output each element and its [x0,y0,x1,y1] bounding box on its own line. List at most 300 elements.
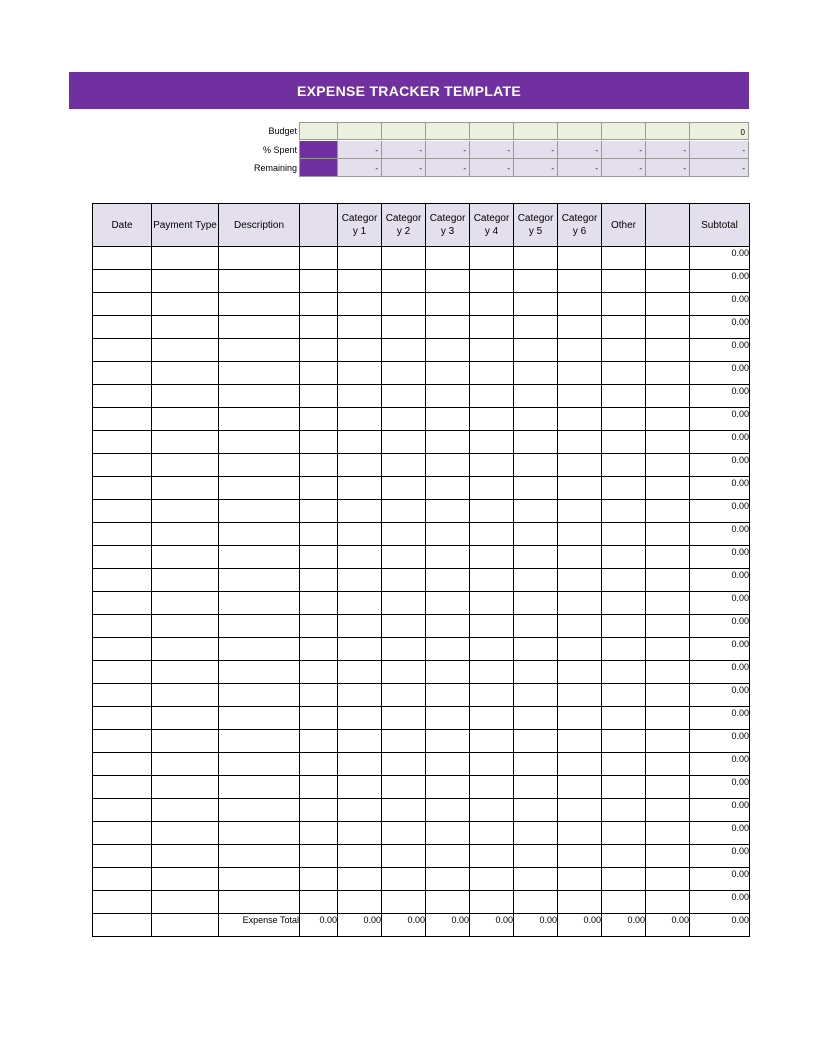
entry-cell[interactable] [152,454,219,477]
entry-cell[interactable] [219,845,300,868]
entry-cell[interactable] [300,385,338,408]
summary-cell-budget[interactable] [470,122,514,140]
entry-cell[interactable] [514,799,558,822]
entry-cell[interactable] [152,293,219,316]
entry-cell[interactable] [382,684,426,707]
entry-cell[interactable] [514,316,558,339]
entry-cell[interactable] [426,707,470,730]
summary-cell-budget[interactable] [299,122,338,140]
entry-cell[interactable] [300,592,338,615]
entry-cell[interactable] [646,339,690,362]
entry-cell[interactable] [338,362,382,385]
entry-cell[interactable] [470,615,514,638]
entry-cell[interactable] [219,753,300,776]
entry-cell[interactable] [93,891,152,914]
entry-cell[interactable] [219,546,300,569]
entry-cell[interactable] [646,753,690,776]
entry-cell[interactable] [558,753,602,776]
entry-cell[interactable] [382,592,426,615]
entry-cell[interactable] [646,684,690,707]
entry-cell[interactable] [338,431,382,454]
entry-cell[interactable] [338,270,382,293]
entry-cell[interactable] [514,638,558,661]
entry-cell[interactable] [514,270,558,293]
entry-cell[interactable] [219,247,300,270]
entry-cell[interactable] [602,776,646,799]
entry-cell[interactable] [152,408,219,431]
entry-cell[interactable] [514,592,558,615]
entry-cell[interactable] [602,385,646,408]
entry-cell[interactable] [602,799,646,822]
entry-cell[interactable] [382,362,426,385]
entry-cell[interactable] [382,270,426,293]
entry-cell[interactable] [558,707,602,730]
summary-cell-budget[interactable] [558,122,602,140]
entry-cell[interactable] [338,707,382,730]
entry-cell[interactable] [219,592,300,615]
entry-cell[interactable] [514,339,558,362]
entry-cell[interactable] [470,362,514,385]
entry-cell[interactable] [602,730,646,753]
entry-cell[interactable] [602,247,646,270]
entry-cell[interactable] [338,500,382,523]
summary-cell-budget[interactable] [338,122,382,140]
entry-cell[interactable] [219,891,300,914]
entry-cell[interactable] [470,592,514,615]
entry-cell[interactable] [514,730,558,753]
entry-cell[interactable] [470,753,514,776]
summary-cell-remaining[interactable]: - [602,159,646,177]
entry-cell[interactable] [152,523,219,546]
entry-cell[interactable] [382,891,426,914]
entry-cell[interactable] [338,339,382,362]
entry-cell[interactable] [470,822,514,845]
entry-cell[interactable] [152,546,219,569]
entry-cell[interactable] [338,454,382,477]
summary-cell-spent[interactable] [299,141,338,159]
entry-cell[interactable] [514,454,558,477]
entry-cell[interactable] [93,569,152,592]
entry-cell[interactable] [152,707,219,730]
entry-cell[interactable] [382,868,426,891]
entry-cell[interactable] [93,477,152,500]
entry-cell[interactable] [93,868,152,891]
entry-cell[interactable] [300,707,338,730]
entry-cell[interactable] [426,454,470,477]
entry-cell[interactable] [602,454,646,477]
entry-cell[interactable] [470,569,514,592]
entry-cell[interactable] [219,316,300,339]
entry-cell[interactable] [558,799,602,822]
entry-cell[interactable] [93,293,152,316]
entry-cell[interactable] [300,845,338,868]
entry-cell[interactable] [426,891,470,914]
entry-cell[interactable] [338,247,382,270]
entry-cell[interactable] [646,707,690,730]
entry-cell[interactable] [646,891,690,914]
entry-cell[interactable] [93,799,152,822]
entry-cell[interactable] [558,247,602,270]
entry-cell[interactable] [646,730,690,753]
entry-cell[interactable] [219,707,300,730]
entry-cell[interactable] [300,408,338,431]
entry-cell[interactable] [558,546,602,569]
summary-cell-remaining[interactable]: - [426,159,470,177]
summary-cell-spent[interactable]: - [338,141,382,159]
entry-cell[interactable] [300,500,338,523]
entry-cell[interactable] [152,385,219,408]
entry-cell[interactable] [514,385,558,408]
entry-cell[interactable] [426,477,470,500]
entry-cell[interactable] [646,845,690,868]
entry-cell[interactable] [426,868,470,891]
entry-cell[interactable] [382,638,426,661]
entry-cell[interactable] [646,776,690,799]
entry-cell[interactable] [426,293,470,316]
entry-cell[interactable] [219,776,300,799]
entry-cell[interactable] [93,431,152,454]
entry-cell[interactable] [514,247,558,270]
entry-cell[interactable] [646,408,690,431]
entry-cell[interactable] [382,431,426,454]
entry-cell[interactable] [646,362,690,385]
entry-cell[interactable] [93,707,152,730]
entry-cell[interactable] [426,845,470,868]
entry-cell[interactable] [382,523,426,546]
entry-cell[interactable] [382,615,426,638]
entry-cell[interactable] [93,615,152,638]
entry-cell[interactable] [338,569,382,592]
summary-cell-remaining[interactable]: - [646,159,690,177]
entry-cell[interactable] [646,247,690,270]
entry-cell[interactable] [300,316,338,339]
entry-cell[interactable] [219,454,300,477]
entry-cell[interactable] [426,592,470,615]
entry-cell[interactable] [382,707,426,730]
entry-cell[interactable] [646,523,690,546]
entry-cell[interactable] [338,776,382,799]
entry-cell[interactable] [470,661,514,684]
summary-cell-budget[interactable] [602,122,646,140]
entry-cell[interactable] [470,500,514,523]
entry-cell[interactable] [558,684,602,707]
entry-cell[interactable] [338,822,382,845]
entry-cell[interactable] [93,730,152,753]
entry-cell[interactable] [558,339,602,362]
entry-cell[interactable] [514,615,558,638]
entry-cell[interactable] [219,362,300,385]
entry-cell[interactable] [93,247,152,270]
entry-cell[interactable] [152,845,219,868]
summary-cell-budget[interactable] [426,122,470,140]
entry-cell[interactable] [300,431,338,454]
entry-cell[interactable] [514,293,558,316]
entry-cell[interactable] [426,776,470,799]
entry-cell[interactable] [382,316,426,339]
entry-cell[interactable] [514,362,558,385]
entry-cell[interactable] [152,362,219,385]
entry-cell[interactable] [514,500,558,523]
entry-cell[interactable] [602,500,646,523]
summary-cell-spent[interactable]: - [646,141,690,159]
entry-cell[interactable] [426,362,470,385]
entry-cell[interactable] [470,638,514,661]
entry-cell[interactable] [558,615,602,638]
summary-cell-remaining[interactable]: - [382,159,426,177]
entry-cell[interactable] [426,408,470,431]
entry-cell[interactable] [426,316,470,339]
entry-cell[interactable] [338,523,382,546]
entry-cell[interactable] [300,799,338,822]
entry-cell[interactable] [93,270,152,293]
entry-cell[interactable] [93,661,152,684]
entry-cell[interactable] [152,868,219,891]
entry-cell[interactable] [219,868,300,891]
entry-cell[interactable] [219,270,300,293]
entry-cell[interactable] [602,753,646,776]
entry-cell[interactable] [470,339,514,362]
entry-cell[interactable] [152,799,219,822]
entry-cell[interactable] [219,500,300,523]
entry-cell[interactable] [646,431,690,454]
entry-cell[interactable] [602,661,646,684]
entry-cell[interactable] [382,546,426,569]
entry-cell[interactable] [93,753,152,776]
entry-cell[interactable] [382,385,426,408]
entry-cell[interactable] [338,477,382,500]
entry-cell[interactable] [338,408,382,431]
entry-cell[interactable] [646,546,690,569]
entry-cell[interactable] [382,730,426,753]
entry-cell[interactable] [558,431,602,454]
entry-cell[interactable] [646,822,690,845]
summary-cell-remaining[interactable]: - [690,159,749,177]
entry-cell[interactable] [93,523,152,546]
entry-cell[interactable] [602,523,646,546]
entry-cell[interactable] [426,339,470,362]
entry-cell[interactable] [602,316,646,339]
entry-cell[interactable] [470,316,514,339]
entry-cell[interactable] [219,615,300,638]
entry-cell[interactable] [602,822,646,845]
summary-cell-budget[interactable]: 0 [690,122,749,140]
entry-cell[interactable] [93,339,152,362]
entry-cell[interactable] [426,615,470,638]
entry-cell[interactable] [470,546,514,569]
entry-cell[interactable] [338,868,382,891]
entry-cell[interactable] [152,247,219,270]
entry-cell[interactable] [300,638,338,661]
entry-cell[interactable] [602,546,646,569]
entry-cell[interactable] [93,776,152,799]
summary-cell-budget[interactable] [514,122,558,140]
entry-cell[interactable] [602,684,646,707]
entry-cell[interactable] [382,477,426,500]
entry-cell[interactable] [514,546,558,569]
entry-cell[interactable] [470,799,514,822]
entry-cell[interactable] [470,868,514,891]
entry-cell[interactable] [470,293,514,316]
entry-cell[interactable] [300,454,338,477]
entry-cell[interactable] [300,615,338,638]
entry-cell[interactable] [93,638,152,661]
entry-cell[interactable] [219,408,300,431]
entry-cell[interactable] [300,523,338,546]
entry-cell[interactable] [514,868,558,891]
entry-cell[interactable] [426,799,470,822]
summary-cell-spent[interactable]: - [382,141,426,159]
entry-cell[interactable] [602,638,646,661]
entry-cell[interactable] [558,270,602,293]
entry-cell[interactable] [602,891,646,914]
entry-cell[interactable] [602,293,646,316]
entry-cell[interactable] [93,592,152,615]
entry-cell[interactable] [646,500,690,523]
entry-cell[interactable] [382,845,426,868]
entry-cell[interactable] [338,891,382,914]
entry-cell[interactable] [382,247,426,270]
entry-cell[interactable] [558,385,602,408]
entry-cell[interactable] [602,477,646,500]
entry-cell[interactable] [514,523,558,546]
entry-cell[interactable] [426,270,470,293]
entry-cell[interactable] [93,408,152,431]
entry-cell[interactable] [152,615,219,638]
entry-cell[interactable] [382,339,426,362]
entry-cell[interactable] [219,684,300,707]
entry-cell[interactable] [338,730,382,753]
entry-cell[interactable] [514,408,558,431]
entry-cell[interactable] [300,247,338,270]
entry-cell[interactable] [558,362,602,385]
entry-cell[interactable] [382,822,426,845]
summary-cell-spent[interactable]: - [470,141,514,159]
summary-cell-remaining[interactable] [299,159,338,177]
entry-cell[interactable] [382,753,426,776]
summary-cell-spent[interactable]: - [602,141,646,159]
entry-cell[interactable] [514,707,558,730]
entry-cell[interactable] [602,362,646,385]
entry-cell[interactable] [646,270,690,293]
entry-cell[interactable] [219,661,300,684]
entry-cell[interactable] [300,868,338,891]
entry-cell[interactable] [602,431,646,454]
entry-cell[interactable] [602,868,646,891]
entry-cell[interactable] [470,477,514,500]
entry-cell[interactable] [152,822,219,845]
entry-cell[interactable] [426,684,470,707]
entry-cell[interactable] [93,362,152,385]
entry-cell[interactable] [470,776,514,799]
entry-cell[interactable] [219,293,300,316]
entry-cell[interactable] [300,684,338,707]
entry-cell[interactable] [646,385,690,408]
entry-cell[interactable] [93,454,152,477]
summary-cell-remaining[interactable]: - [514,159,558,177]
entry-cell[interactable] [219,569,300,592]
entry-cell[interactable] [300,730,338,753]
entry-cell[interactable] [300,477,338,500]
entry-cell[interactable] [558,569,602,592]
entry-cell[interactable] [338,638,382,661]
entry-cell[interactable] [558,891,602,914]
entry-cell[interactable] [382,454,426,477]
entry-cell[interactable] [152,684,219,707]
entry-cell[interactable] [382,569,426,592]
entry-cell[interactable] [646,454,690,477]
entry-cell[interactable] [514,684,558,707]
entry-cell[interactable] [514,891,558,914]
entry-cell[interactable] [300,362,338,385]
entry-cell[interactable] [470,385,514,408]
entry-cell[interactable] [646,316,690,339]
entry-cell[interactable] [382,776,426,799]
entry-cell[interactable] [93,845,152,868]
entry-cell[interactable] [426,822,470,845]
entry-cell[interactable] [338,293,382,316]
entry-cell[interactable] [558,776,602,799]
entry-cell[interactable] [338,615,382,638]
entry-cell[interactable] [338,661,382,684]
summary-cell-remaining[interactable]: - [558,159,602,177]
entry-cell[interactable] [602,408,646,431]
entry-cell[interactable] [470,707,514,730]
entry-cell[interactable] [152,638,219,661]
entry-cell[interactable] [152,592,219,615]
entry-cell[interactable] [93,316,152,339]
summary-cell-remaining[interactable]: - [470,159,514,177]
entry-cell[interactable] [646,569,690,592]
entry-cell[interactable] [93,822,152,845]
entry-cell[interactable] [514,477,558,500]
entry-cell[interactable] [470,523,514,546]
entry-cell[interactable] [646,661,690,684]
summary-cell-spent[interactable]: - [690,141,749,159]
entry-cell[interactable] [152,753,219,776]
entry-cell[interactable] [300,546,338,569]
entry-cell[interactable] [152,569,219,592]
entry-cell[interactable] [558,730,602,753]
entry-cell[interactable] [382,408,426,431]
entry-cell[interactable] [558,454,602,477]
entry-cell[interactable] [514,569,558,592]
entry-cell[interactable] [300,569,338,592]
entry-cell[interactable] [300,270,338,293]
entry-cell[interactable] [219,638,300,661]
entry-cell[interactable] [646,477,690,500]
entry-cell[interactable] [152,891,219,914]
entry-cell[interactable] [219,431,300,454]
entry-cell[interactable] [426,661,470,684]
summary-cell-spent[interactable]: - [514,141,558,159]
entry-cell[interactable] [152,316,219,339]
entry-cell[interactable] [470,845,514,868]
entry-cell[interactable] [338,546,382,569]
entry-cell[interactable] [338,799,382,822]
entry-cell[interactable] [426,546,470,569]
summary-cell-budget[interactable] [646,122,690,140]
entry-cell[interactable] [152,477,219,500]
entry-cell[interactable] [514,753,558,776]
entry-cell[interactable] [470,891,514,914]
entry-cell[interactable] [93,500,152,523]
entry-cell[interactable] [602,592,646,615]
entry-cell[interactable] [514,822,558,845]
entry-cell[interactable] [558,523,602,546]
entry-cell[interactable] [152,339,219,362]
entry-cell[interactable] [470,247,514,270]
entry-cell[interactable] [426,753,470,776]
